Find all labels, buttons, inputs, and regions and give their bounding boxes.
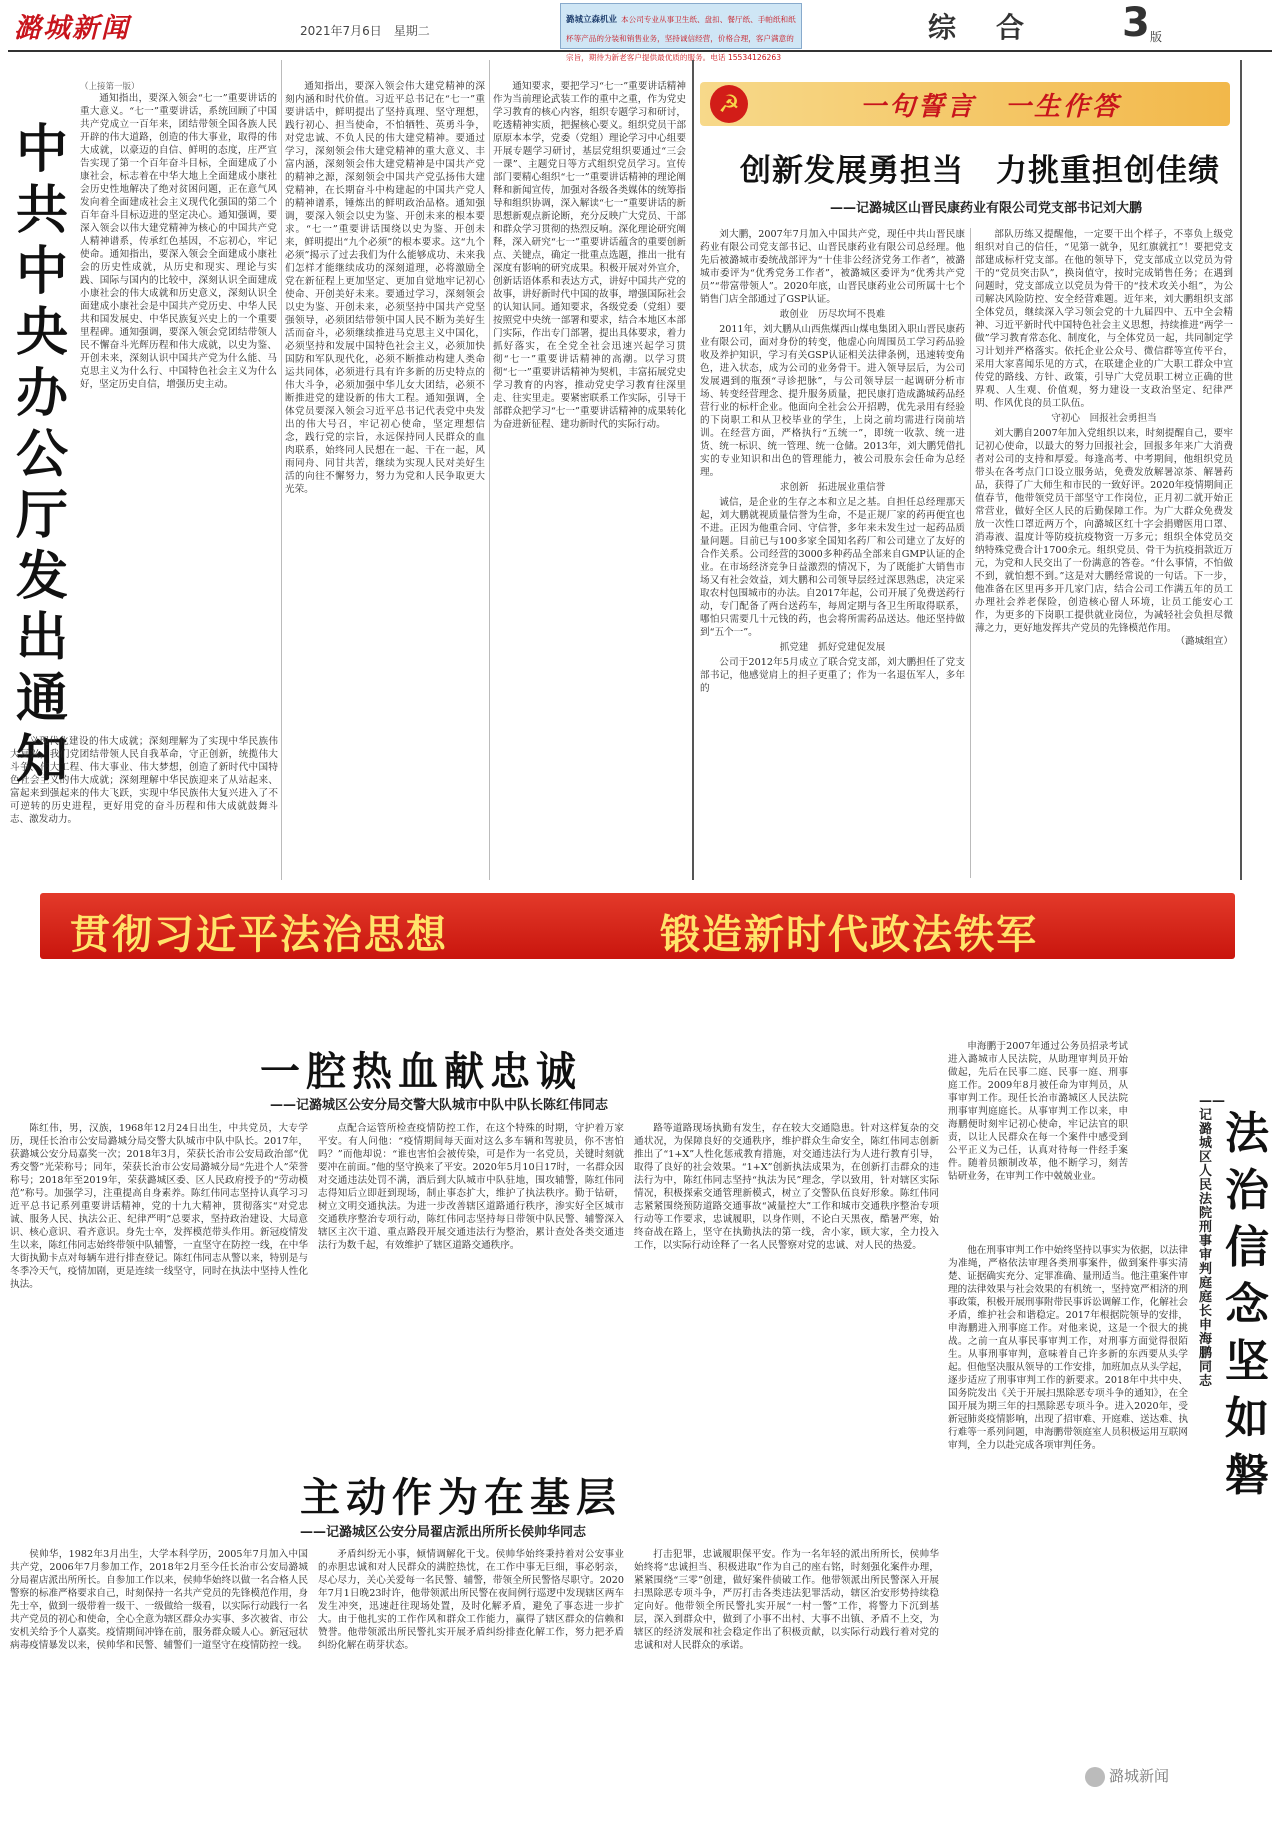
article3-subhead: ——记潞城区公安分局交警大队城市中队中队长陈红伟同志 [270,1098,609,1113]
article1-bottom-text: 义现代化建设的伟大成就；深刻理解为了实现中华民族伟大复兴，我们党团结带领人民自我革命，守正创新，统揽伟大斗争、伟大工程、伟大事业、伟大梦想，创造了新时代中国特色社会主义的伟大成就；深刻理解中华民族迎来了从站起来、富起来到强起来的伟大飞跃，实现中华民族伟大复兴进入了不可逆转的历史进程，更好用党的奋斗历程和伟大成就鼓舞斗志、激发动力。 [10,736,278,825]
masthead-rule [8,50,1272,52]
column-divider [281,60,282,880]
article2-intro: 刘大鹏，2007年7月加入中国共产党，现任中共山晋民康药业有限公司党支部书记、山晋民康药业有限公司总经理。他先后被潞城市委统战部评为“十佳非公经济党务工作者”，被潞城市委评为“优秀党务工作者”，被潞城区委评为“优秀共产党员”“带富带领人”。2020年底，山晋民康药业公司所属十七个销售门店全部通过了GSP认证。 [700,229,965,305]
article4-headline: 主动作为在基层 [300,1475,622,1521]
column-divider [970,228,971,878]
article4-column-3: 打击犯罪，忠诚履职保平安。作为一名年轻的派出所所长，侯帅华始终将“忠诚担当、积极进取”作为自己的座右铭，时刻强化案件办理，紧紧围绕“三零”创建，做好案件侦破工作。他带领派出所民警深入开展扫黑除恶专项斗争，严厉打击各类违法犯罪活动，辖区治安形势持续稳定向好。他带领全所民警扎实开展“一村一警”工作，将警力下沉到基层，深入到群众中，做到了小事不出村、大事不出镇、矛盾不上交，为辖区的经济发展和社会稳定作出了积极贡献，以实际行动践行着对党的忠诚和对人民群众的承诺。 [634,1549,939,1651]
continued-note: （上接第一版） [80,82,140,92]
column-divider [489,60,490,880]
article-headline-vertical: 中共中央办公厅发出通知 [16,120,69,790]
article5-headline-vertical: 法治信念坚如磐 [1225,1108,1269,1501]
wechat-icon [1085,1767,1105,1787]
oath-banner [700,82,1230,126]
article4-column-2: 矛盾纠纷无小事，倾情调解化干戈。侯帅华始终秉持着对公安事业的赤胆忠诚和对人民群众的满腔热忱，在工作中事无巨细，事必躬亲，尽心尽力，关心关爱每一名民警、辅警，带领全所民警恪尽职守。2020年7月1日晚23时许，他带领派出所民警在夜间例行巡逻中发现辖区两车发生冲突，迅速赶往现场处置，及时化解矛盾，避免了事态进一步扩大。由于他扎实的工作作风和群众工作能力，赢得了辖区群众的信赖和赞誉。他带领派出所民警扎实开展矛盾纠纷排查化解工作，努力把矛盾纠纷化解在萌芽状态。 [318,1549,624,1651]
article2-headline: 创新发展勇担当 力挑重担创佳绩 [740,153,1220,189]
article1-column-2: 通知指出，要深入领会伟大建党精神的深刻内涵和时代价值。习近平总书记在“七一”重要讲话中，鲜明提出了坚持真理、坚守理想，践行初心、担当使命，不怕牺牲、英勇斗争，对党忠诚、不负人民的伟大建党精神。要通过学习，深刻领会伟大建党精神的重大意义、丰富内涵，深刻领会伟大建党精神是中国共产党的精神之源，深刻领会中国共产党弘扬伟大建党精神，在长期奋斗中构建起的中国共产党人的精神谱系，锤炼出的鲜明政治品格。通知强调，要深入领会以史为鉴、开创未来的根本要求。“七一”重要讲话围绕以史为鉴、开创未来，鲜明提出“九个必须”的根本要求。这“九个必须”揭示了过去我们为什么能够成功、未来我们怎样才能继续成功的深刻道理，必将激励全党在新征程上更加坚定、更加自觉地牢记初心使命、开创美好未来。要通过学习，深刻领会以史为鉴、开创未来，必须坚持中国共产党坚强领导，必须团结带领中国人民不断为美好生活而奋斗，必须继续推进马克思主义中国化，必须坚持和发展中国特色社会主义，必须加快国防和军队现代化，必须不断推动构建人类命运共同体，必须进行具有许多新的历史特点的伟大斗争，必须加强中华儿女大团结，必须不断推进党的建设新的伟大工程。通知强调，全体党员要深入领会习近平总书记代表党中央发出的伟大号召，牢记初心使命，坚定理想信念，践行党的宗旨，永远保持同人民群众的血肉联系，始终同人民想在一起、干在一起，风雨同舟、同甘共苦，继续为实现人民对美好生活的向往不懈努力，努力为党和人民争取更大光荣。 [285,81,485,495]
article2-credit: （潞城组宣） [1175,636,1233,647]
paper-name: 潞城新闻 [14,13,130,44]
oath-banner-text: 一句誓言 一生作答 [860,92,1122,122]
banner-left-text: 贯彻习近平法治思想 [70,912,448,958]
article1-column-1: 通知指出，要深入领会“七一”重要讲话的重大意义。“七一”重要讲话，系统回顾了中国共产党成立一百年来，团结带领全国各族人民开辟的伟大道路，创造的伟大事业，取得的伟大成就，以豪迈的自信、鲜明的态度，庄严宣告实现了第一个百年奋斗目标，全面建成了小康社会，标志着在中华大地上全面建成小康社会历史性地解决了绝对贫困问题，正在意气风发向着全面建成社会主义现代化强国的第二个百年奋斗目标迈进的坚定决心。通知强调，要深入领会以伟大建党精神为核心的中国共产党人精神谱系，传承红色基因，不忘初心，牢记使命。通知指出，要深入领会全面建成小康社会的历史性成就，从历史和现实、理论与实践、国际与国内的比较中，深刻认识全面建成小康社会的伟大成就和历史意义，深刻认识全面建成小康社会是中国共产党历史、中华人民共和国发展史、中华民族复兴史上的一个重要里程碑。通知强调，要深入领会党团结带领人民不懈奋斗光辉历程和伟大成就，以史为鉴、开创未来，深刻认识中国共产党为什么能、马克思主义为什么行、中国特色社会主义为什么好，坚定历史自信，增强历史主动。 [80,93,277,390]
section-name: 综 合 [928,11,1031,44]
article2-paragraph: 2011年，刘大鹏从山西焦煤西山煤电集团入职山晋民康药业有限公司，面对身份的转变，他虚心向周围员工学习药品验收及养护知识，学习有关GSP认证相关法律条例，迅速转变角色，进入状态，成为公司的业务骨干。进入领导层后，为公司发展遇到的瓶颈“寻诊把脉”，与公司领导层一起调研分析市场、转变经营理念、提升服务质量，把民康打造成潞城药品经营行业的标杆企业。他面向全社会公开招聘，优先录用有经验的下岗职工和从卫校毕业的学生，上岗之前均需进行岗前培训。在经营方面，严格执行“五统一”，即统一收款、统一进货、统一标识、统一管理、统一仓储。2013年，刘大鹏凭借扎实的专业知识和出色的管理能力，被公司股东会任命为总经理。 [700,324,965,478]
article3-column-3: 路等道路现场执勤有发生，存在较大交通隐患。针对这样复杂的交通状况，为保障良好的交通秩序，维护群众生命安全，陈红伟同志创新推出了“1+X”人性化惩戒教育措施，对交通违法行为人进行教育引导，取得了良好的社会效果。“1+X”创新执法成果为，在创新打击群众的违法行为中，陈红伟同志坚持“执法为民”理念，学以致用，针对辖区实际情况，积极探索交通管理新模式，树立了交警队伍良好形象。陈红伟同志紧紧围绕预防道路交通事故“减量控大”工作和城市交通秩序整治专项行动等工作要求，忠诚履职，以身作则，不论白天黑夜，酷暑严寒，始终奋战在路上，坚守在执勤执法的第一线，舍小家，顾大家，全力投入工作，以实际行动诠释了一名人民警察对党的忠诚、对人民的热爱。 [634,1123,939,1251]
article2-paragraph: 部队历练又提醒他，一定要干出个样子，不辜负上级党组织对自己的信任，“见第一就争，见红旗就扛”！要把党支部建成标杆党支部。在他的领导下，党支部成立以党员为骨干的“党员突击队”，换岗值守，按时完成销售任务；在遇到问题时，党支部成立以党员为骨干的“技术攻关小组”，为公司解决风险防控、安全经营难题。近年来，刘大鹏组织支部全体党员，继续深入学习领会党的十九届四中、五中全会精神、习近平新时代中国特色社会主义思想，持续推进“两学一做”学习教育常态化、制度化，与全体党员一起，共同制定学习计划并严格落实。依托企业公众号、微信群等宣传平台，采用大家喜闻乐见的方式，在联建企业的广大职工群众中宣传党的路线、方针、政策，引导广大党员职工树立正确的世界观、人生观、价值观，努力建设一支政治坚定、纪律严明、作风优良的员工队伍。 [975,229,1233,409]
page-suffix: 版 [1150,30,1163,44]
article2-paragraph: 诚信，是企业的生存之本和立足之基。自担任总经理那天起，刘大鹏就视质量信誉为生命，不是正规厂家的药再便宜也不进。正因为他重合同、守信誉，多年来未发生过一起药品质量问题。目前已与100多家全国知名药厂和公司建立了友好的合作关系。公司经营的3000多种药品全部来自GMP认证的企业。在市场经济竞争日益激烈的情况下，为了既能扩大销售市场又有社会效益，刘大鹏和公司领导层经过深思熟虑，决定采取农村包围城市的办法。自2017年起，公司开展了免费送药行动，专门配备了两台送药车，每周定期与各卫生所取得联系，哪怕只需要几十元钱的药，也会将所需药品送达。他还坚持做到“五个一”。 [700,497,965,638]
article2-paragraph: 公司于2012年5月成立了联合党支部，刘大鹏担任了党支部书记，他感觉肩上的担子更重了；作为一名退伍军人，多年的 [700,657,965,694]
article5-column-bottom: 他在刑事审判工作中始终坚持以事实为依据，以法律为准绳，严格依法审理各类刑事案件，做到案件事实清楚、证据确实充分、定罪准确、量刑适当。他注重案件审理的法律效果与社会效果的有机统一，坚持宽严相济的刑事政策，积极开展刑事附带民事诉讼调解工作，化解社会矛盾，维护社会和谐稳定。2017年根据院领导的安排，申海鹏进入刑事庭工作。对他来说，这是一个很大的挑战。之前一直从事民事审判工作，对刑事方面觉得很陌生。从事刑事审判，意味着自己许多新的东西要从头学起。但他坚决服从领导的工作安排，加班加点从头学起，逐步适应了刑事审判工作的新要求。2018年中共中央、国务院发出《关于开展扫黑除恶专项斗争的通知》，在全国开展为期三年的扫黑除恶专项斗争。进入2020年，受新冠肺炎疫情影响，出现了招审难、开庭难、送达难、执行难等一系列问题，申海鹏带领庭室人员积极运用互联网审判，全力以赴完成各项审判任务。 [948,1245,1188,1451]
page-margin-rule [1240,60,1242,880]
article2-subtitle: 敢创业 历尽坎坷不畏难 [779,309,886,320]
rule-of-law-banner [40,893,1235,959]
party-emblem-icon: ☭ [710,85,748,123]
article2-subtitle: 抓党建 抓好党建促发展 [779,642,886,653]
ad-title: 潞城立森机业 [566,15,618,25]
article1-column-3: 通知要求，要把学习“七一”重要讲话精神作为当前理论武装工作的重中之重，作为党史学习教育的核心内容，组织专题学习和研讨，吃透精神实质，把握核心要义。组织党员干部原原本本学，党委（党组）理论学习中心组要开展专题学习研讨，基层党组织要通过“三会一课”、主题党日等方式组织党员学习。宣传部门要精心组织“七一”重要讲话精神的理论阐释和新闻宣传，加强对各级各类媒体的统筹指导和组织协调，深入解读“七一”重要讲话的新思想新观点新论断，充分反映广大党员、干部和群众学习贯彻的热烈反响。深化理论研究阐释，深入研究“七一”重要讲话蕴含的重要创新点、关键点，确定一批重点选题，推出一批有深度有影响的研究成果。积极开展对外宣介，创新话语体系和表达方式，讲好中国共产党的故事，讲好新时代中国的故事，增强国际社会的认知认同。通知要求，各级党委（党组）要按照党中央统一部署和要求，结合本地区本部门实际，作出专门部署，提出具体要求，着力抓好落实，在全党全社会迅速兴起学习贯彻“七一”重要讲话精神的高潮。以学习贯彻“七一”重要讲话精神为契机，丰富拓展党史学习教育的内容，推动党史学习教育往深里走、往实里走。要紧密联系工作实际，引导干部群众把学习“七一”重要讲话精神的成果转化为奋进新征程、建功新时代的实际行动。 [493,81,686,430]
article5-subhead-vertical: ——记潞城区人民法院刑事审判庭庭长申海鹏同志 [1199,1094,1225,1389]
article2-paragraph: 刘大鹏自2007年加入党组织以来，时刻提醒自己，要牢记初心使命，以最大的努力回报社会，回报多年来广大消费者对公司的支持和厚爱。每逢高考、中考期间，他组织党员带头在各考点门口设立服务站，免费发放解暑凉茶、解暑药品，获得了广大师生和市民的一致好评。2020年疫情期间正值春节，他带领党员干部坚守工作岗位，正月初二就开始正常营业，做好全区人民的后勤保障工作。为广大群众免费发放一次性口罩近两万个，向潞城区红十字会捐赠医用口罩、消毒液、温度计等防疫抗疫物资一万多元；组织全体党员交纳特殊党费合计1700余元。组织党员、骨干为抗疫捐款近万元，为党和人民交出了一份满意的答卷。“什么事情，不怕做不到，就怕想不到。”这是对大鹏经常说的一句话。下一步，他准备在区里再多开几家门店，结合公司工作满五年的员工办理社会养老保险，创造核心留人环境，让员工能安心工作，为更多的下岗职工提供就业岗位，为减轻社会负担尽微薄之力，更好地发挥共产党员的先锋模范作用。 [975,428,1233,634]
article2-column-2 [975,228,1233,880]
masthead-ad [560,3,802,62]
masthead [0,0,1280,62]
watermark-text: 潞城新闻 [1109,1767,1170,1785]
article2-subtitle: 求创新 拓进展业重信誉 [779,482,886,493]
article5-column-top: 申海鹏于2007年通过公务员招录考试进入潞城市人民法院，从助理审判员开始做起，先后在民事二庭、民事一庭、刑事庭工作。2009年8月被任命为审判员，从事审判工作。现任长治市潞城区人民法院刑事审判庭庭长。从事审判工作以来，申海鹏便时刻牢记初心使命，牢记法官的职责，以让人民群众在每一个案件中感受到公平正义为己任，认真对待每一件经手案件。随着员额制改革，他不断学习，刻苦钻研业务，在审判工作中兢兢业业。 [948,1041,1128,1182]
article2-subtitle: 守初心 回报社会勇担当 [1051,413,1157,424]
article2-subhead: ——记潞城区山晋民康药业有限公司党支部书记刘大鹏 [830,201,1143,216]
article4-subhead: ——记潞城区公安分局翟店派出所所长侯帅华同志 [300,1525,587,1540]
article3-column-1: 陈红伟，男，汉族，1968年12月24日出生，中共党员，大专学历，现任长治市公安局潞城分局交警大队城市中队中队长。2017年，获潞城公安分局嘉奖一次；2018年3月，荣获长治市公安局政治部“优秀交警”光荣称号；同年，荣获长治市公安局潞城分局“先进个人”荣誉称号；2018年至2019年，荣获潞城区委、区人民政府授予的“劳动模范”称号。加强学习，注重提高自身素养。陈红伟同志坚持认真学习习近平总书记系列重要讲话精神，党的十九大精神，贯彻落实“对党忠诚、服务人民、执法公正、纪律严明”总要求，坚持政治建设、大局意识、核心意识、看齐意识。身先士卒，发挥模范带头作用。新冠疫情发生以来，陈红伟同志始终带领中队辅警，一直坚守在防控一线，在中华大街执勤卡点对每辆车进行排查登记。陈红伟同志从警以来，特别是与冬季冷天气，疫情加剧，更是连续一线坚守，同时在执法中坚持人性化执法。 [10,1123,308,1290]
banner-right-text: 锻造新时代政法铁军 [660,912,1038,958]
article4-column-1: 侯帅华，1982年3月出生，大学本科学历，2005年7月加入中国共产党，2006年7月参加工作，2018年2月至今任长治市公安局潞城分局翟店派出所所长。自参加工作以来，侯帅华始终以做一名合格人民警察的标准严格要求自己，时刻保持一名共产党员的先锋模范作用，身先士卒，做到一级带着一级干、一级做给一级看，以实际行动践行一名共产党员的初心和使命，全心全意为辖区群众办实事、多次被省、市公安机关给予个人嘉奖。疫情期间冲锋在前，服务群众暖人心。新冠冠状病毒疫情暴发以来，侯帅华和民警、辅警们一道坚守在疫情防控一线。 [10,1549,308,1651]
issue-date: 2021年7月6日 星期二 [300,24,430,38]
article3-column-2: 点配合运管所检查疫情防控工作，在这个特殊的时期，守护着万家平安。有人问他：“疫情期间每天面对这么多车辆和驾驶员，你不害怕吗？”而他却说：“谁也害怕会被传染，可是作为一名党员，关键时刻就要冲在前面。”他的坚守换来了平安。2020年5月10日17时，一名群众因对交通违法处罚不满，酒后到大队城市中队驻地，围攻辅警，陈红伟同志得知后立即赶到现场，制止事态扩大，维护了执法秩序。勤于钻研，树立文明交通执法。为进一步改善辖区道路通行秩序，渗实好全区城市交通秩序整治专项行动，陈红伟同志坚持每日带领中队民警、辅警深入辖区主次干道、重点路段开展交通违法行为整治，累计查处各类交通违法行为数千起，有效维护了辖区道路交通秩序。 [318,1123,624,1251]
ad-text: 本公司专业从事卫生纸、盘扣、餐厅纸、手帕纸和纸杯等产品的分装和销售业务，坚持诚信经营，价格合理，客户满意的宗旨，期待为新老客户提供最优质的服务。电话 15534126263 [566,15,796,62]
wechat-watermark [1085,1765,1169,1787]
article3-headline: 一腔热血献忠诚 [260,1049,582,1095]
page-number: 3 [1122,0,1150,46]
article2-column-1 [700,228,965,880]
column-divider [692,60,694,880]
